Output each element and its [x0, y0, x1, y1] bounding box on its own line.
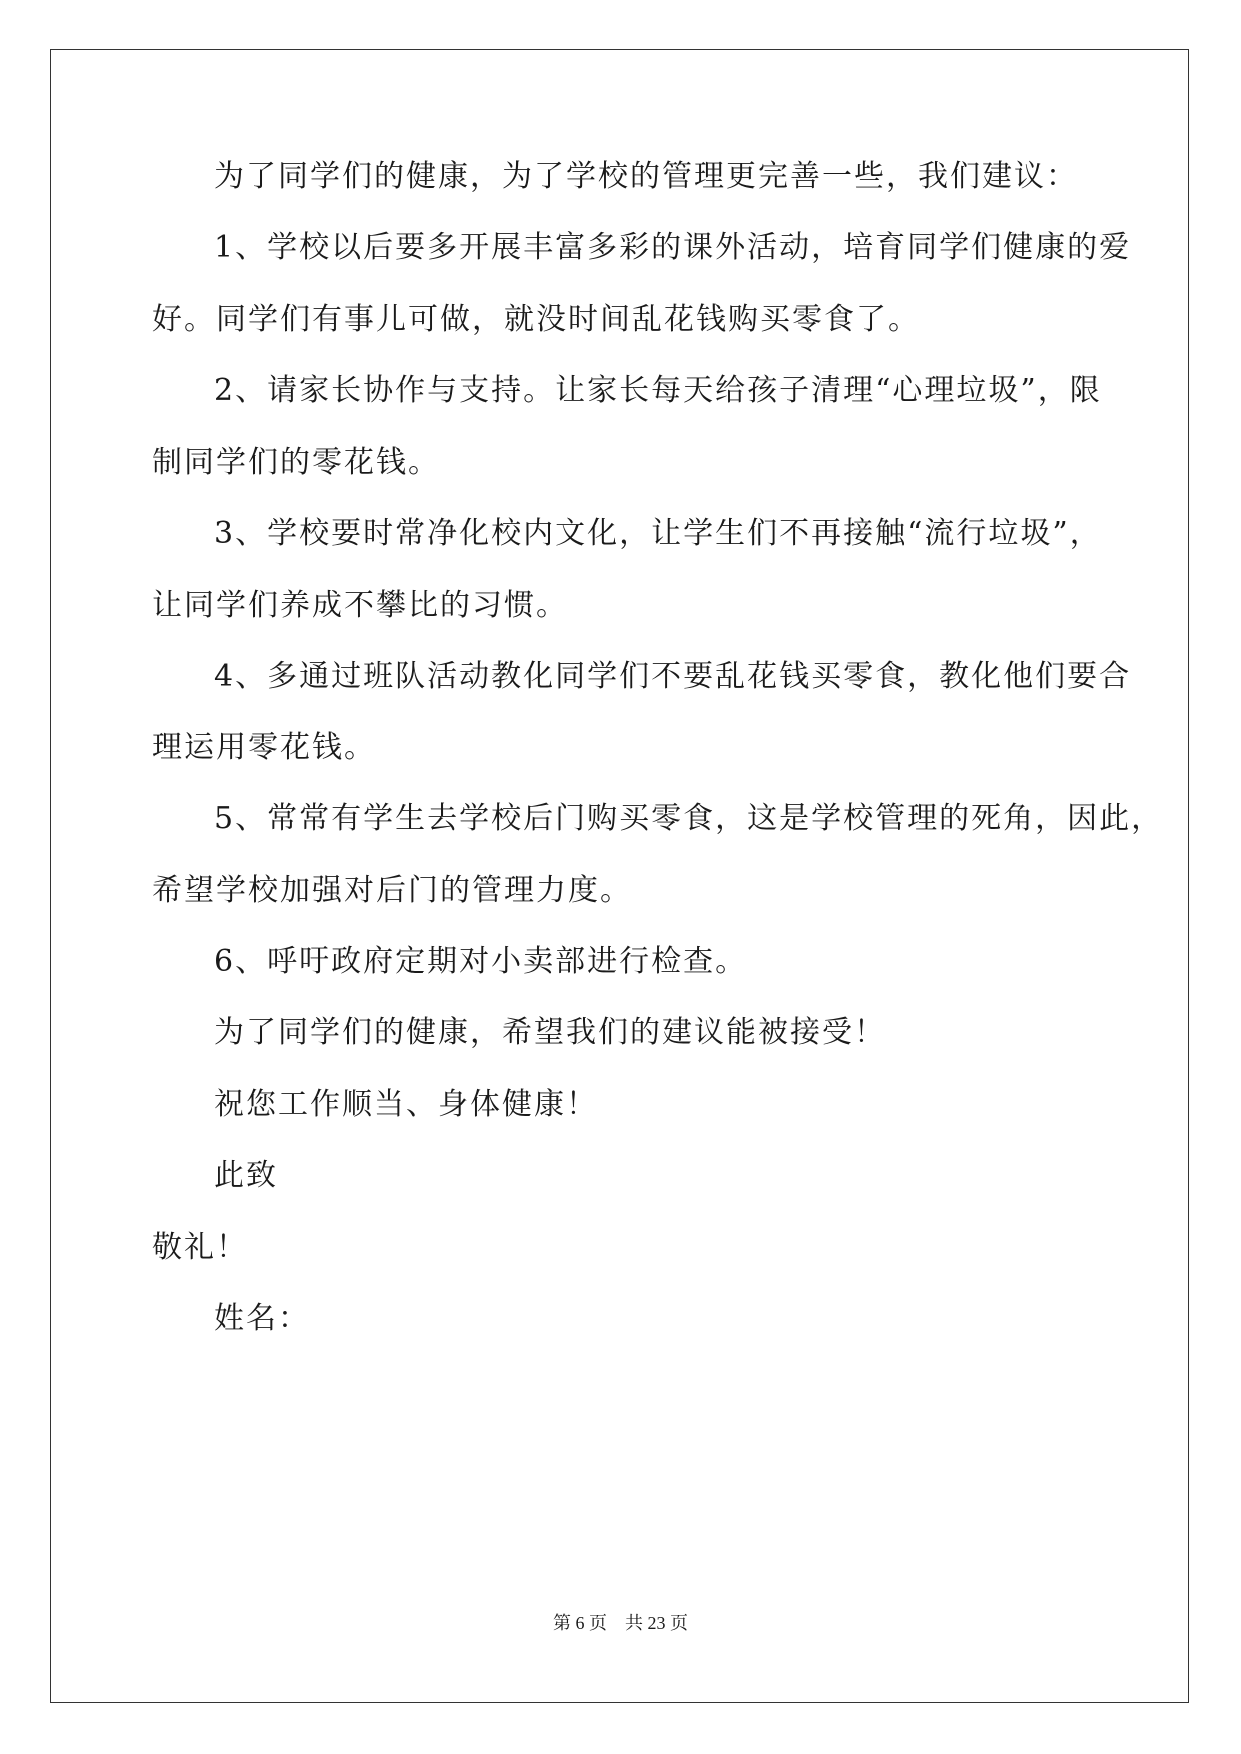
line-hope: 为了同学们的健康，希望我们的建议能被接受！ [214, 1015, 886, 1050]
line-suggestion-2b: 制同学们的零花钱。 [152, 445, 440, 480]
line-suggestion-3b: 让同学们养成不攀比的习惯。 [152, 588, 568, 623]
line-suggestion-5b: 希望学校加强对后门的管理力度。 [152, 873, 632, 908]
page-number-footer: 第 6 页 共 23 页 [553, 1613, 688, 1633]
line-suggestion-3a: 3、学校要时常净化校内文化，让学生们不再接触“流行垃圾”， [214, 516, 1102, 551]
line-cizhi: 此致 [214, 1158, 278, 1193]
line-suggestion-1a: 1、学校以后要多开展丰富多彩的课外活动，培育同学们健康的爱 [214, 230, 1132, 265]
line-suggestion-4b: 理运用零花钱。 [152, 730, 376, 765]
line-suggestion-1b: 好。同学们有事儿可做，就没时间乱花钱购买零食了。 [152, 302, 920, 337]
line-suggestion-6: 6、呼吁政府定期对小卖部进行检查。 [214, 944, 748, 979]
line-suggestion-5a: 5、常常有学生去学校后门购买零食，这是学校管理的死角，因此， [214, 801, 1164, 836]
line-intro: 为了同学们的健康，为了学校的管理更完善一些，我们建议： [214, 159, 1078, 194]
line-suggestion-4a: 4、多通过班队活动教化同学们不要乱花钱买零食，教化他们要合 [214, 659, 1132, 694]
line-jingli: 敬礼！ [152, 1230, 248, 1265]
line-name: 姓名： [214, 1301, 310, 1336]
line-wishes: 祝您工作顺当、身体健康！ [214, 1087, 598, 1122]
line-suggestion-2a: 2、请家长协作与支持。让家长每天给孩子清理“心理垃圾”，限 [214, 373, 1102, 408]
